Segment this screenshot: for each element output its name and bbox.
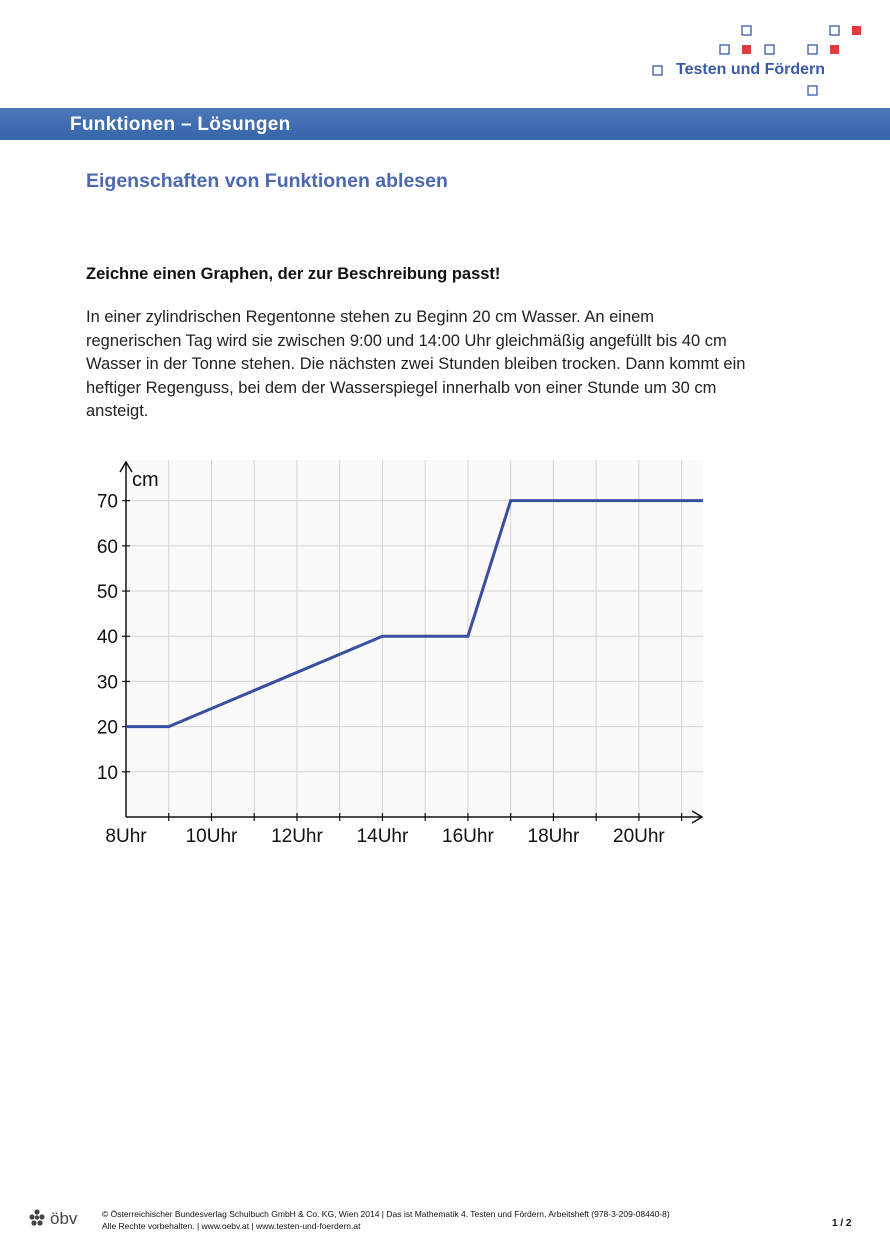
plot-background [126, 460, 703, 817]
x-tick-label: 12Uhr [271, 826, 323, 847]
y-tick-label: 30 [96, 672, 118, 694]
x-tick-label: 14Uhr [356, 826, 409, 847]
y-tick-label: 20 [96, 717, 118, 739]
x-tick-label: 18Uhr [527, 826, 580, 847]
x-tick-label: 10Uhr [185, 826, 238, 847]
y-axis-label: cm [132, 469, 159, 491]
x-tick-label: 20Uhr [613, 826, 665, 847]
x-tick-label: 8Uhr [105, 826, 147, 847]
task-line: regnerischen Tag wird sie zwischen 9:00 und 14:00 Uhr gleichmäßig angefüllt bis 40 cm [86, 331, 727, 350]
oebv-logo-text: öbv [50, 1209, 78, 1228]
logo-text: Testen und Fördern [676, 61, 826, 78]
oebv-logo [28, 1206, 90, 1230]
task-heading: Zeichne einen Graphen, der zur Beschreibung passt! [86, 265, 501, 283]
y-tick-label: 40 [96, 627, 118, 649]
y-tick-label: 50 [96, 582, 118, 604]
page-number: 1 / 2 [832, 1218, 852, 1229]
water-level-chart [86, 455, 706, 855]
y-tick-label: 70 [96, 491, 118, 513]
task-line: ansteigt. [86, 402, 149, 420]
page-title: Funktionen – Lösungen [70, 114, 291, 135]
task-description [86, 306, 826, 424]
footer-copyright [102, 1208, 670, 1232]
task-line: In einer zylindrischen Regentonne stehen zu Beginn 20 cm Wasser. An einem [86, 308, 655, 326]
x-tick-label: 16Uhr [442, 826, 494, 847]
task-line: Wasser in der Tonne stehen. Die nächsten zwei Stunden bleiben trocken. Dann kommt ein [86, 355, 746, 373]
task-line: heftiger Regenguss, bei dem der Wasserspiegel innerhalb von einer Stunde um 30 cm [86, 378, 717, 397]
y-tick-label: 10 [96, 762, 118, 784]
footer-line: © Österreichischer Bundesverlag Schulbuch GmbH & Co. KG, Wien 2014 | Das ist Mathematik 4. Testen und Fördern, Arbeitsheft (978-3-209-08440-8) [102, 1209, 670, 1219]
footer-line: Alle Rechte vorbehalten. | www.oebv.at | www.testen-und-foerdern.at [102, 1221, 361, 1231]
section-subtitle: Eigenschaften von Funktionen ablesen [86, 170, 448, 192]
y-tick-label: 60 [96, 536, 118, 558]
